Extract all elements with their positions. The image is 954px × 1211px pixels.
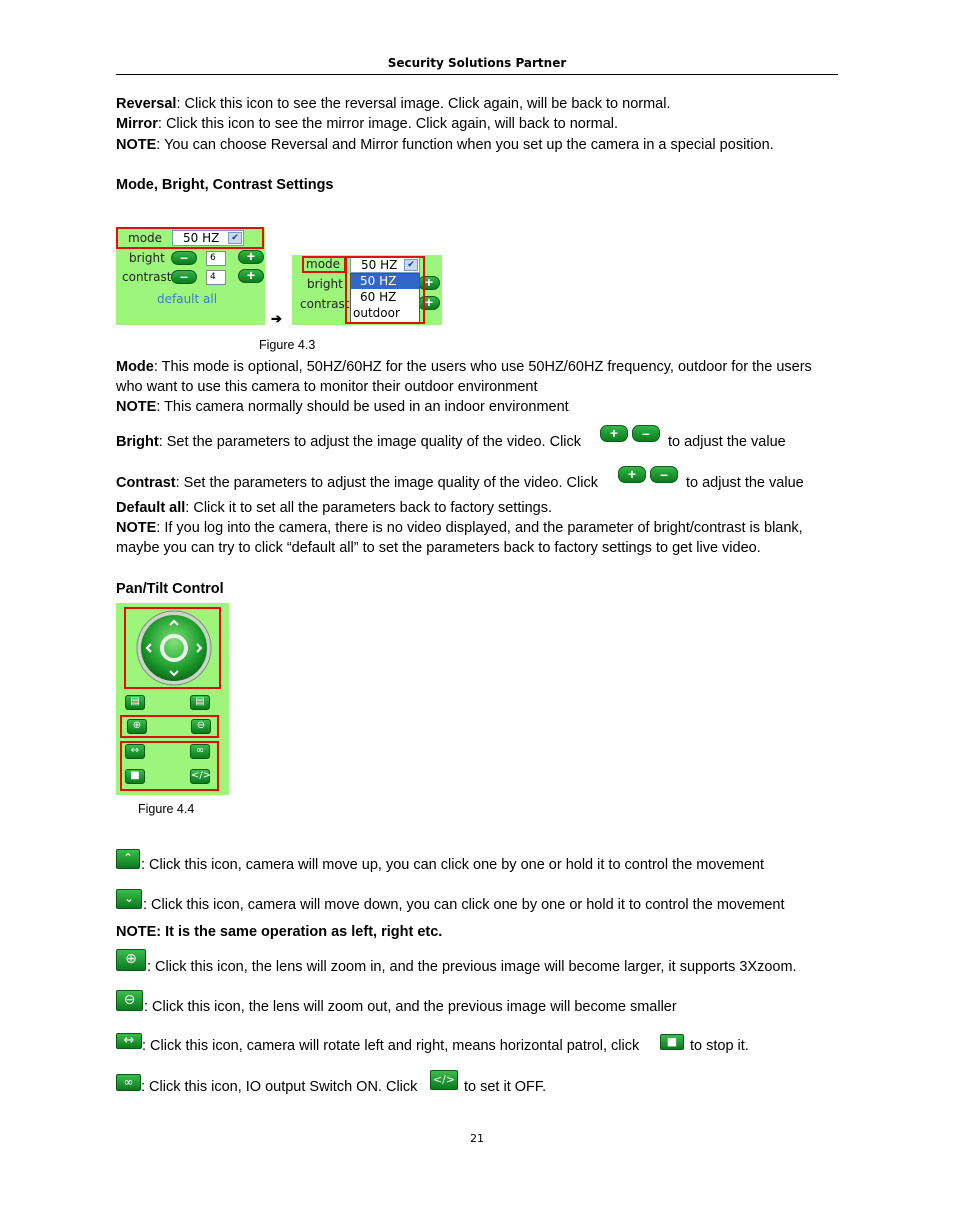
contrast-label: contrast xyxy=(122,270,172,284)
chevron-down-icon: ✔ xyxy=(228,232,242,244)
zoom-in-icon: ⊕ xyxy=(116,949,146,971)
contrast-description: Contrast: Set the parameters to adjust the image quality of the video. Click xyxy=(116,475,598,491)
default-all-description: Default all: Click it to set all the parameters back to factory settings. xyxy=(116,500,552,516)
bright-description: Bright: Set the parameters to adjust the image quality of the video. Click xyxy=(116,434,582,450)
plus-icon: + xyxy=(600,425,628,442)
bright-value-field[interactable]: 6 xyxy=(206,251,226,266)
page-header: Security Solutions Partner xyxy=(387,56,567,70)
dropdown-option-outdoor[interactable]: outdoor xyxy=(353,306,400,320)
reversal-icon[interactable]: ▤ xyxy=(125,695,145,710)
plus-icon: + xyxy=(618,466,646,483)
arrow-right-icon: ➔ xyxy=(271,311,282,326)
mode-select[interactable]: 50 HZ ✔ xyxy=(172,230,244,246)
io-description-tail: to set it OFF. xyxy=(464,1079,547,1095)
contrast-plus-button[interactable]: + xyxy=(238,269,264,283)
zoom-in-icon[interactable]: ⊕ xyxy=(127,719,147,734)
mode-select-2[interactable]: 50 HZ ✔ xyxy=(350,257,420,273)
joystick-icon[interactable] xyxy=(134,608,214,688)
mode-note: NOTE: This camera normally should be used in an indoor environment xyxy=(116,399,569,415)
bright-plus-button[interactable]: + xyxy=(238,250,264,264)
section-title-mode: Mode, Bright, Contrast Settings xyxy=(116,177,334,193)
contrast-value-field[interactable]: 4 xyxy=(206,270,226,285)
stop-icon[interactable]: ■ xyxy=(125,769,145,784)
dropdown-highlight xyxy=(345,256,425,324)
mode-label: mode xyxy=(128,231,163,245)
io-off-icon: </> xyxy=(430,1070,458,1090)
mode-label-2: mode xyxy=(306,257,341,271)
zoom-out-icon[interactable]: ⊖ xyxy=(191,719,211,734)
patrol-description-tail: to stop it. xyxy=(690,1038,749,1054)
minus-icon: – xyxy=(650,466,678,483)
mirror-icon[interactable]: ▤ xyxy=(190,695,210,710)
contrast-label-2: contrast xyxy=(300,297,350,311)
default-all-note: NOTE: If you log into the camera, there is no video displayed, and the parameter of bright/contrast is blank, maybe you can try to click “default all” to set the parameters back to factory settings to get live video. xyxy=(116,520,803,556)
reversal-paragraph: Reversal: Click this icon to see the reversal image. Click again, will be back to normal. xyxy=(116,96,671,112)
default-all-link[interactable]: default all xyxy=(157,292,218,306)
dropdown-option-50hz[interactable]: 50 HZ xyxy=(351,274,419,289)
io-off-icon[interactable]: </> xyxy=(190,769,210,784)
bright-plus-button-2[interactable]: + xyxy=(418,276,440,290)
header-rule xyxy=(116,74,838,75)
contrast-minus-button[interactable]: – xyxy=(171,270,197,284)
bright-label-2: bright xyxy=(307,277,343,291)
direction-note: NOTE: It is the same operation as left, right etc. xyxy=(116,924,443,940)
note-paragraph-1: NOTE: You can choose Reversal and Mirror function when you set up the camera in a special position. xyxy=(116,137,774,153)
up-description: : Click this icon, camera will move up, you can click one by one or hold it to control the movement xyxy=(141,857,764,873)
horizontal-patrol-icon[interactable]: ↔ xyxy=(125,744,145,759)
settings-panel xyxy=(116,227,265,325)
bright-description-tail: to adjust the value xyxy=(668,434,786,450)
contrast-plus-button-2[interactable]: + xyxy=(418,296,440,310)
zoom-in-description: : Click this icon, the lens will zoom in, and the previous image will become larger, it supports 3Xzoom. xyxy=(147,959,797,975)
minus-icon: – xyxy=(632,425,660,442)
chevron-down-icon: ✔ xyxy=(404,259,418,271)
mirror-paragraph: Mirror: Click this icon to see the mirror image. Click again, will back to normal. xyxy=(116,116,619,132)
figure-4-4-caption: Figure 4.4 xyxy=(138,802,195,816)
patrol-description: : Click this icon, camera will rotate left and right, means horizontal patrol, click xyxy=(142,1038,640,1054)
figure-4-3-caption: Figure 4.3 xyxy=(259,338,316,352)
mode-description: Mode: This mode is optional, 50HZ/60HZ for the users who use 50HZ/60HZ frequency, outdoor for the users who want to use this camera to monitor their outdoor environment xyxy=(116,359,812,395)
bright-minus-button[interactable]: – xyxy=(171,251,197,265)
io-on-icon[interactable]: ∞ xyxy=(190,744,210,759)
io-on-icon: ∞ xyxy=(116,1074,141,1091)
bright-label: bright xyxy=(129,251,165,265)
down-description: : Click this icon, camera will move down, you can click one by one or hold it to control the movement xyxy=(143,897,785,913)
down-arrow-icon: ⌄ xyxy=(116,889,142,909)
io-description: : Click this icon, IO output Switch ON. Click xyxy=(141,1079,418,1095)
zoom-out-icon: ⊖ xyxy=(116,990,143,1011)
page-number: 21 xyxy=(470,1132,484,1145)
section-title-pan-tilt: Pan/Tilt Control xyxy=(116,581,224,597)
zoom-out-description: : Click this icon, the lens will zoom out, and the previous image will become smaller xyxy=(144,999,677,1015)
horizontal-patrol-icon: ↔ xyxy=(116,1033,142,1049)
up-arrow-icon: ⌃ xyxy=(116,849,140,869)
contrast-description-tail: to adjust the value xyxy=(686,475,804,491)
stop-icon: ■ xyxy=(660,1034,684,1050)
pan-tilt-panel xyxy=(116,603,229,795)
settings-panel-dropdown xyxy=(292,255,442,325)
dropdown-option-60hz[interactable]: 60 HZ xyxy=(360,290,397,304)
